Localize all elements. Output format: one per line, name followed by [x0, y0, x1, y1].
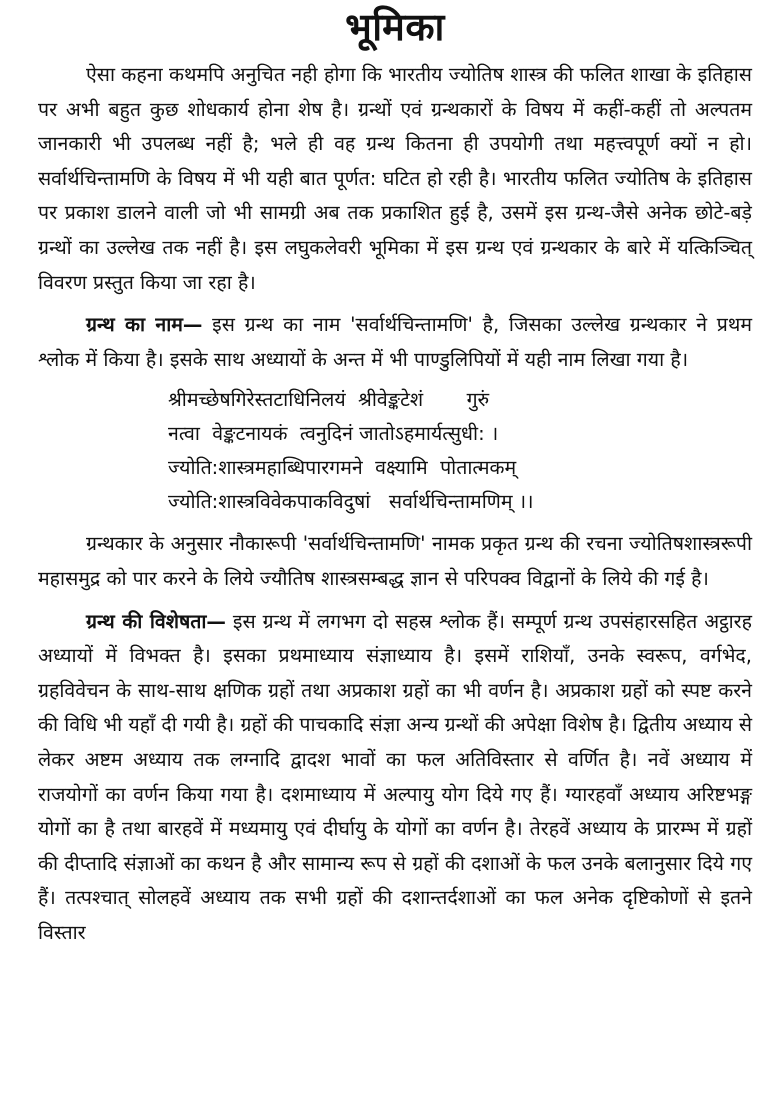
verse-line: श्रीमच्छेषगिरेस्तटाधिनिलयं श्रीवेङ्कटेशं गुरुं [168, 388, 490, 412]
verse-line: नत्वा वेङ्कटनायकं त्वनुदिनं जातोऽहमार्यत्सुधी: । [168, 422, 499, 446]
book-name-text: इस ग्रन्थ का नाम 'सर्वार्थचिन्तामणि' है, जिसका उल्लेख ग्रन्थकार ने प्रथम श्लोक में किया है। इसके साथ अध्यायों के अन्त में भी पाण्डुलिपियों में यही नाम लिखा गया है। [38, 313, 752, 371]
intro-paragraph-text: ऐसा कहना कथमपि अनुचित नही होगा कि भारतीय ज्योतिष शास्त्र की फलित शाखा के इतिहास पर अभी बहुत कुछ शोधकार्य होना शेष है। ग्रन्थों एवं ग्रन्थकारों के विषय में कहीं-कहीं तो अल्पतम जानकारी भी उपलब्ध नहीं है; भले ही वह ग्रन्थ कितना ही उपयोगी तथा महत्त्वपूर्ण क्यों न हो। सर्वार्थचिन्तामणि के विषय में भी यही बात पूर्णत: घटित हो रही है। भारतीय फलित ज्योतिष के इतिहास पर प्रकाश डालने वाली जो भी सामग्री अब तक प्रकाशित हुई है, उसमें इस ग्रन्थ-जैसे अनेक छोटे-बड़े ग्रन्थों का उल्लेख तक नहीं है। इस लघुकलेवरी भूमिका में इस ग्रन्थ एवं ग्रन्थकार के बारे में यत्किञ्चित् विवरण प्रस्तुत किया जा रहा है। [38, 63, 752, 294]
verse-line: ज्योति:शास्त्रमहाब्धिपारगमने वक्ष्यामि पोतात्मकम् [168, 456, 517, 480]
verse-explanation-text: ग्रन्थकार के अनुसार नौकारूपी 'सर्वार्थचिन्तामणि' नामक प्रकृत ग्रन्थ की रचना ज्योतिषशास्त्ररूपी महासमुद्र को पार करने के लिये ज्यौतिष शास्त्रसम्बद्ध ज्ञान से परिपक्व विद्वानों के लिये की गई है। [38, 532, 752, 590]
page-title: भूमिका [345, 5, 445, 49]
verse-line: ज्योति:शास्त्रविवेकपाकविदुषां सर्वार्थचिन्तामणिम् ।। [168, 490, 534, 514]
sanskrit-verse [168, 383, 752, 519]
book-name-paragraph [38, 308, 752, 377]
features-paragraph [38, 605, 752, 951]
intro-paragraph [38, 58, 752, 300]
features-text: इस ग्रन्थ में लगभग दो सहस्र श्लोक हैं। सम्पूर्ण ग्रन्थ उपसंहारसहित अट्ठारह अध्यायों में विभक्त है। इसका प्रथमाध्याय संज्ञाध्याय है। इसमें राशियाँ, उनके स्वरूप, वर्गभेद, ग्रहविवेचन के साथ-साथ क्षणिक ग्रहों तथा अप्रकाश ग्रहों का भी वर्णन है। अप्रकाश ग्रहों को स्पष्ट करने की विधि भी यहाँ दी गयी है। ग्रहों की पाचकादि संज्ञा अन्य ग्रन्थों की अपेक्षा विशेष है। द्वितीय अध्याय से लेकर अष्टम अध्याय तक लग्नादि द्वादश भावों का फल अतिविस्तार से वर्णित है। नवें अध्याय में राजयोगों का वर्णन किया गया है। दशमाध्याय में अल्पायु योग दिये गए हैं। ग्यारहवाँ अध्याय अरिष्टभङ्ग योगों का है तथा बारहवें में मध्यमायु एवं दीर्घायु के योगों का वर्णन है। तेरहवें अध्याय के प्रारम्भ में ग्रहों की दीप्तादि संज्ञाओं का कथन है और सामान्य रूप से ग्रहों की दशाओं के फल उनके बलानुसार दिये गए हैं। तत्पश्चात् सोलहवें अध्याय तक सभी ग्रहों की दशान्तर्दशाओं का फल अनेक दृष्टिकोणों से इतने विस्तार [38, 609, 753, 944]
features-heading: ग्रन्थ की विशेषता— [86, 609, 226, 633]
book-name-heading: ग्रन्थ का नाम— [86, 313, 203, 337]
verse-explanation-paragraph [38, 527, 752, 596]
